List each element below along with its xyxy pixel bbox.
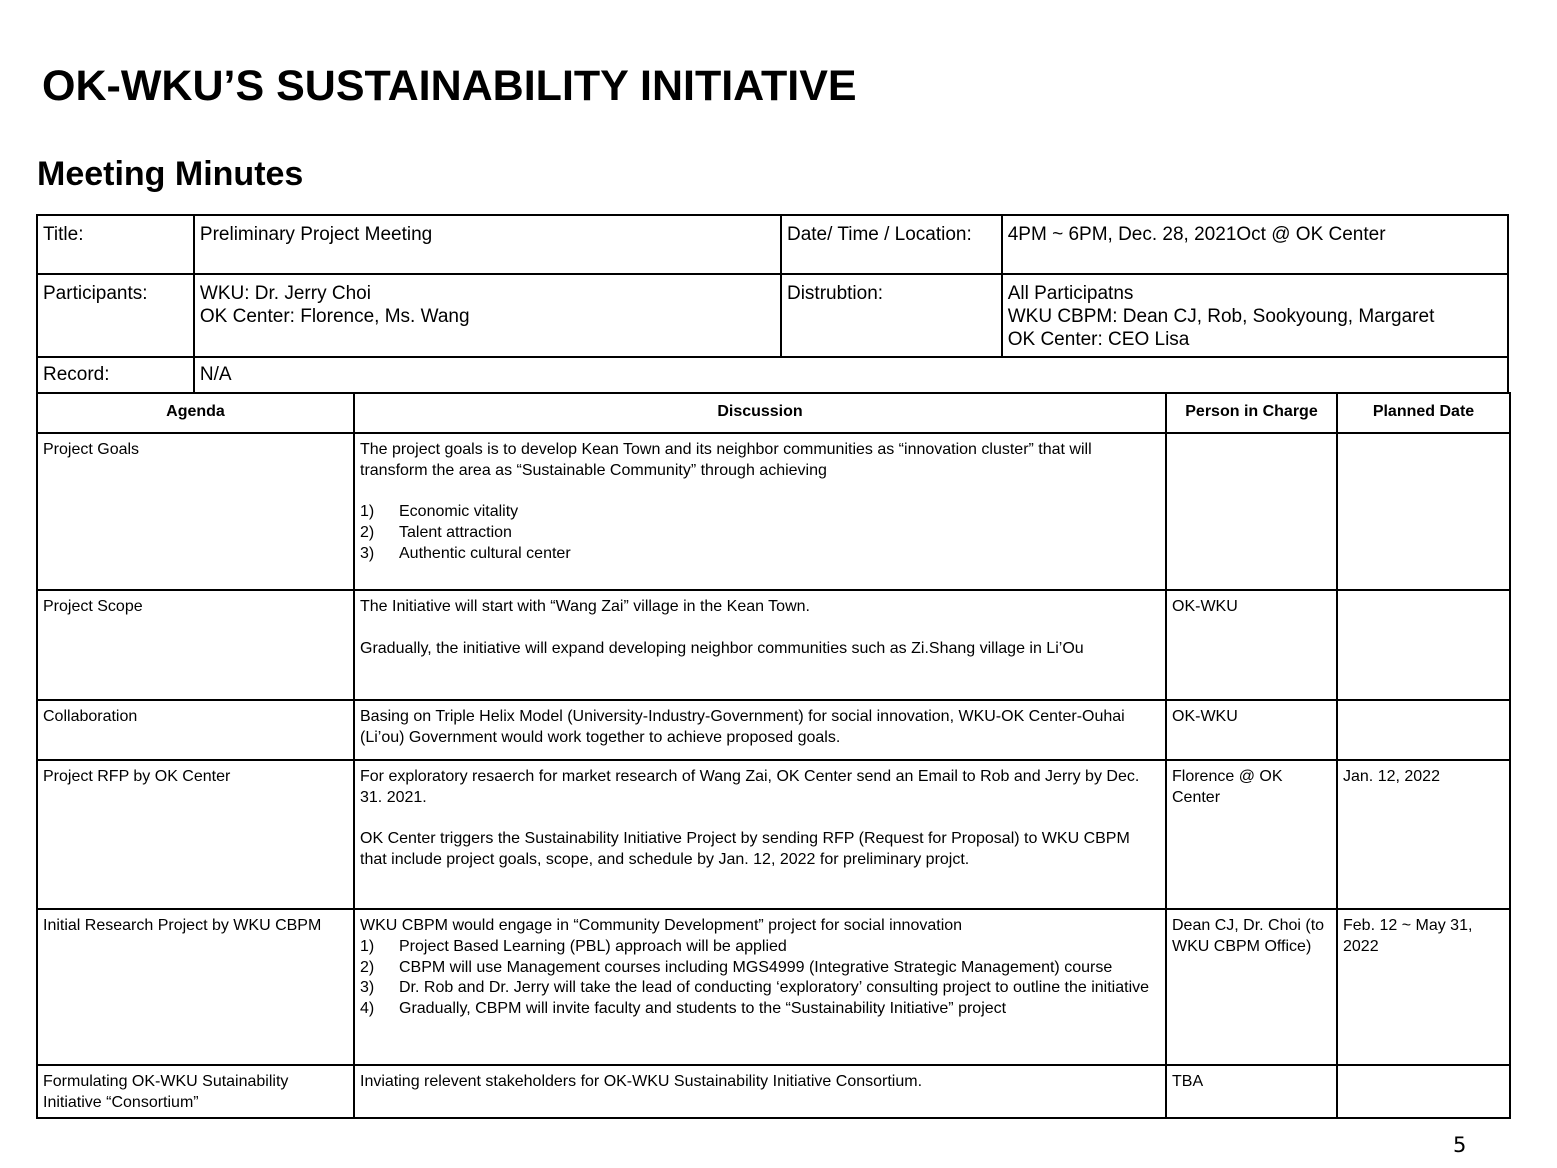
datetime-label: Date/ Time / Location: (781, 215, 1002, 274)
column-header-person: Person in Charge (1166, 393, 1337, 433)
table-row (37, 760, 1510, 909)
agenda-cell: Project Scope (37, 590, 354, 700)
agenda-cell: Collaboration (37, 700, 354, 760)
table-row (37, 909, 1510, 1065)
date-cell (1337, 590, 1510, 700)
datetime-value: 4PM ~ 6PM, Dec. 28, 2021Oct @ OK Center (1002, 215, 1508, 274)
discussion-cell (354, 433, 1166, 590)
agenda-cell: Initial Research Project by WKU CBPM (37, 909, 354, 1065)
discussion-cell (354, 760, 1166, 909)
list-item: 3) Authentic cultural center (360, 544, 571, 562)
discussion-cell (354, 1065, 1166, 1118)
column-header-date: Planned Date (1337, 393, 1510, 433)
distribution-label: Distrubtion: (781, 274, 1002, 357)
distribution-line: All Participatns (1007, 283, 1134, 304)
table-row (37, 700, 1510, 760)
header-row-participants (37, 274, 1508, 357)
discussion-paragraph: Basing on Triple Helix Model (University-Industry-Government) for social innovation, WKU-OK Center-Ouhai (Li’ou) Government would work together to achieve proposed goals. (360, 708, 1125, 746)
list-item: 1) Project Based Learning (PBL) approach will be applied (360, 937, 787, 955)
discussion-paragraph: Gradually, the initiative will expand developing neighbor communities such as Zi.Shang village in Li’Ou (360, 639, 1084, 657)
distribution-line: OK Center: CEO Lisa (1007, 329, 1190, 350)
record-label: Record: (37, 357, 194, 393)
discussion-cell (354, 590, 1166, 700)
agenda-cell: Project RFP by OK Center (37, 760, 354, 909)
agenda-cell: Project Goals (37, 433, 354, 590)
list-item: 2) Talent attraction (360, 524, 512, 542)
discussion-paragraph: WKU CBPM would engage in “Community Development” project for social innovation (360, 917, 963, 934)
discussion-list (360, 502, 1160, 564)
person-cell: TBA (1166, 1065, 1337, 1118)
record-value: N/A (194, 357, 1508, 393)
discussion-paragraph: For exploratory resaerch for market research of Wang Zai, OK Center send an Email to Rob and Jerry by Dec. 31. 2021. (360, 768, 1140, 806)
discussion-paragraph: OK Center triggers the Sustainability Initiative Project by sending RFP (Request for Proposal) to WKU CBPM that include project goals, scope, and schedule by Jan. 12, 2022 for preliminary projct. (360, 830, 1130, 869)
column-header-discussion: Discussion (354, 393, 1166, 433)
person-cell: OK-WKU (1166, 700, 1337, 760)
participants-value (194, 274, 781, 357)
agenda-header-row (37, 393, 1510, 433)
document-title: OK-WKU’S SUSTAINABILITY INITIATIVE (42, 62, 857, 110)
distribution-line: WKU CBPM: Dean CJ, Rob, Sookyoung, Margaret (1007, 306, 1435, 327)
date-cell: Jan. 12, 2022 (1337, 760, 1510, 909)
header-row-record (37, 357, 1508, 393)
discussion-list (360, 937, 1160, 1020)
discussion-paragraph: The Initiative will start with “Wang Zai” village in the Kean Town. (360, 598, 810, 615)
column-header-agenda: Agenda (37, 393, 354, 433)
document-subtitle: Meeting Minutes (37, 155, 304, 193)
discussion-paragraph: Inviating relevent stakeholders for OK-WKU Sustainability Initiative Consortium. (360, 1073, 923, 1090)
participants-line: OK Center: Florence, Ms. Wang (199, 306, 470, 327)
list-item: 4) Gradually, CBPM will invite faculty and students to the “Sustainability Initiative” project (360, 1000, 1007, 1018)
table-row (37, 433, 1510, 590)
title-value: Preliminary Project Meeting (194, 215, 781, 274)
person-cell: OK-WKU (1166, 590, 1337, 700)
date-cell: Feb. 12 ~ May 31, 2022 (1337, 909, 1510, 1065)
date-cell (1337, 1065, 1510, 1118)
list-item: 1) Economic vitality (360, 503, 519, 521)
agenda-cell: Formulating OK-WKU Sutainability Initiative “Consortium” (37, 1065, 354, 1118)
person-cell: Florence @ OK Center (1166, 760, 1337, 909)
participants-label: Participants: (37, 274, 194, 357)
discussion-cell (354, 909, 1166, 1065)
discussion-paragraph: The project goals is to develop Kean Town and its neighbor communities as “innovation cluster” that will transform the area as “Sustainable Community” through achieving (360, 441, 1092, 479)
header-row-title (37, 215, 1508, 274)
distribution-value (1002, 274, 1508, 357)
agenda-table (36, 392, 1511, 1119)
table-row (37, 590, 1510, 700)
meeting-header-table (36, 214, 1509, 394)
person-cell: Dean CJ, Dr. Choi (to WKU CBPM Office) (1166, 909, 1337, 1065)
person-cell (1166, 433, 1337, 590)
date-cell (1337, 700, 1510, 760)
list-item: 2) CBPM will use Management courses including MGS4999 (Integrative Strategic Management) course (360, 958, 1113, 976)
list-item: 3) Dr. Rob and Dr. Jerry will take the lead of conducting ‘exploratory’ consulting project to outline the initiative (360, 979, 1150, 997)
date-cell (1337, 433, 1510, 590)
participants-line: WKU: Dr. Jerry Choi (199, 283, 371, 304)
table-row (37, 1065, 1510, 1118)
title-label: Title: (37, 215, 194, 274)
discussion-cell (354, 700, 1166, 760)
page-number: 5 (1453, 1133, 1467, 1157)
